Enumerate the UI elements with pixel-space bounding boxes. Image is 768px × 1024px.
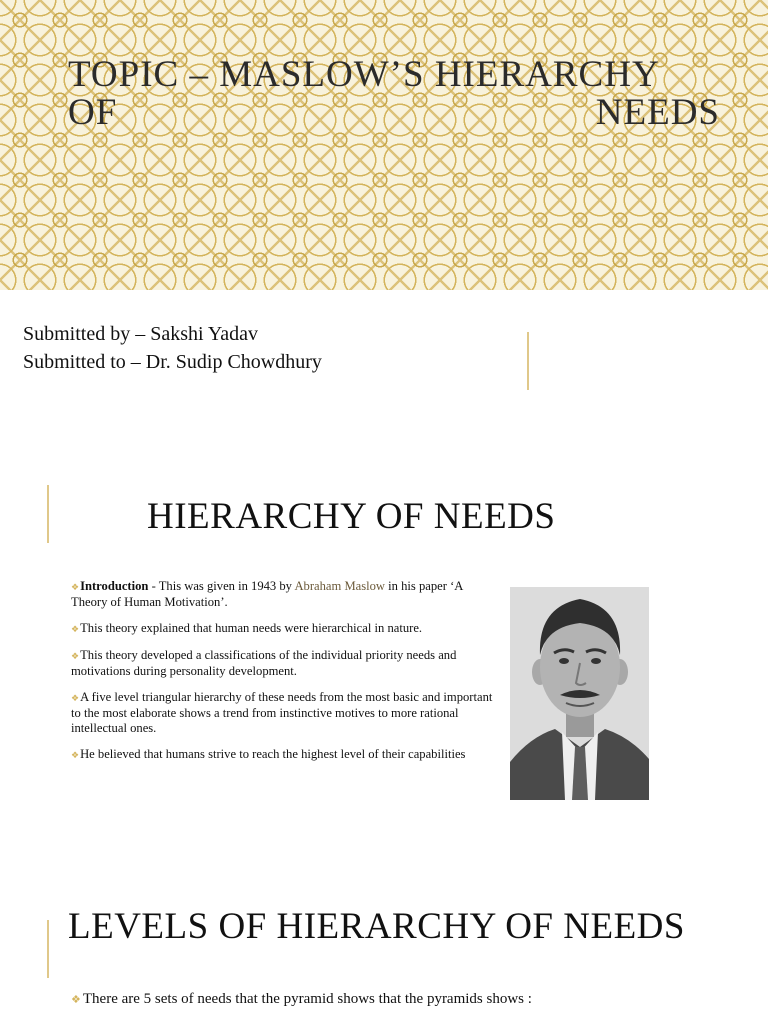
submitted-to: Submitted to – Dr. Sudip Chowdhury — [23, 351, 322, 373]
bullet-item — [71, 648, 495, 679]
bullet-text: This theory developed a classifications of the individual priority needs and motivations during personality development. — [71, 648, 457, 678]
bullet-item — [71, 991, 532, 1008]
diamond-bullet-icon: ❖ — [71, 651, 80, 661]
title-line-2-right: NEEDS — [595, 92, 720, 133]
bullet-text: This theory explained that human needs were hierarchical in nature. — [80, 621, 423, 635]
bullet-text: He believed that humans strive to reach the highest level of their capabilities — [80, 747, 466, 761]
bullet-item — [71, 690, 495, 736]
bullet-text: A five level triangular hierarchy of these needs from the most basic and important to the most elaborate shows a trend from instinctive motives to more rational intellectual ones. — [71, 690, 493, 735]
diamond-bullet-icon: ❖ — [71, 624, 80, 634]
diamond-bullet-icon: ❖ — [71, 994, 81, 1006]
title-line-1-text: TOPIC – MASLOW’S HIERARCHY — [68, 54, 660, 95]
accent-divider — [47, 920, 49, 978]
slide-heading: LEVELS OF HIERARCHY OF NEEDS — [68, 906, 685, 947]
gold-pattern-banner — [0, 0, 768, 290]
title-line-2-left: OF — [68, 92, 118, 133]
slide-title — [68, 56, 720, 132]
bullet-item — [71, 621, 495, 637]
bullet-text: - This was given in 1943 by — [148, 579, 295, 593]
bullet-list — [71, 579, 495, 774]
levels-slide — [0, 875, 768, 1024]
hierarchy-slide — [0, 445, 768, 875]
bullet-item — [71, 747, 495, 763]
slide-heading: HIERARCHY OF NEEDS — [147, 496, 556, 537]
portrait-photo — [510, 587, 649, 800]
bullet-bold-label: Introduction — [80, 579, 149, 593]
title-line-2 — [68, 94, 720, 132]
diamond-bullet-icon: ❖ — [71, 693, 80, 703]
diamond-bullet-icon: ❖ — [71, 582, 80, 592]
bullet-text: There are 5 sets of needs that the pyramid shows that the pyramids shows : — [82, 991, 532, 1007]
portrait-illustration — [510, 587, 649, 800]
bullet-item — [71, 579, 495, 610]
bullet-text: in his paper ‘A Theory of Human Motivation’. — [71, 579, 463, 609]
title-line-1 — [68, 56, 720, 94]
submission-info — [23, 320, 322, 376]
title-slide — [0, 0, 768, 445]
bullet-highlight: Abraham Maslow — [294, 579, 386, 593]
accent-divider — [527, 332, 529, 390]
diamond-bullet-icon: ❖ — [71, 750, 80, 760]
submitted-by: Submitted by – Sakshi Yadav — [23, 323, 259, 345]
accent-divider — [47, 485, 49, 543]
